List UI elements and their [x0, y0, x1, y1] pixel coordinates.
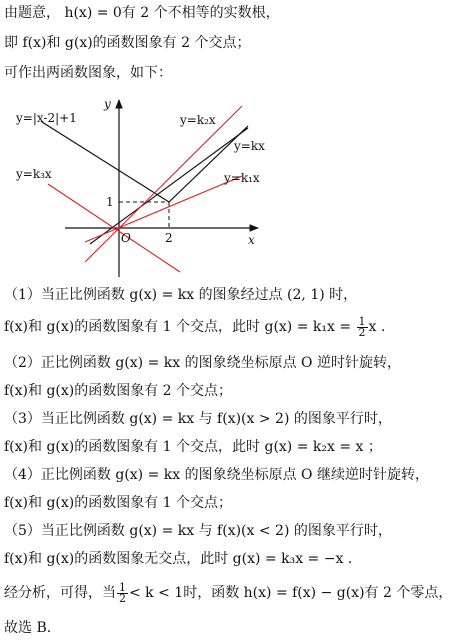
- line-k2x: [85, 106, 242, 262]
- label-k2x: y=k₂x: [180, 113, 216, 127]
- axis-label-x: x: [248, 233, 255, 247]
- case-4-line-a: （4）正比例函数 g(x) = kx 的图象绕坐标原点 O 继续逆时针旋转，: [4, 467, 429, 483]
- tick-x-2: 2: [165, 231, 173, 245]
- conclusion-line: [4, 582, 467, 604]
- fx-graph: [42, 122, 248, 202]
- answer-line: 故选 B.: [4, 620, 52, 636]
- conclusion-post: < k < 1时，函数 h(x) = f(x) − g(x)有 2 个零点，: [129, 585, 453, 601]
- intro-line-1: 由题意， h(x) = 0有 2 个不相等的实数根，: [4, 5, 280, 21]
- label-fx: y=|x-2|+1: [16, 111, 77, 125]
- conclusion-pre: 经分析，可得，当: [4, 585, 116, 601]
- function-graph-figure: [10, 92, 290, 282]
- case-2-line-b: f(x)和 g(x)的函数图象有 2 个交点；: [4, 383, 233, 399]
- intro-line-3: 可作出两函数图象，如下：: [4, 65, 172, 81]
- fraction-one-half-conclusion: [117, 580, 128, 605]
- case-4-line-b: f(x)和 g(x)的函数图象有 1 个交点；: [4, 495, 233, 511]
- case-1-line-b: [4, 316, 467, 338]
- fraction-numerator: 1: [119, 580, 126, 594]
- label-kx: y=kx: [234, 139, 265, 153]
- fraction-denominator: 2: [119, 591, 126, 605]
- fraction-denominator: 2: [358, 325, 366, 339]
- case-3-line-a: （3）当正比例函数 g(x) = kx 与 f(x)(x > 2) 的图象平行时，: [4, 411, 392, 427]
- case-1-line-a: （1）当正比例函数 g(x) = kx 的图象经过点 (2, 1) 时，: [4, 287, 358, 303]
- case-1-text: f(x)和 g(x)的函数图象有 1 个交点，此时 g(x) = k₁x =: [4, 319, 356, 335]
- case-5-line-a: （5）当正比例函数 g(x) = kx 与 f(x)(x < 2) 的图象平行时，: [4, 523, 392, 539]
- label-k3x: y=k₃x: [16, 167, 52, 181]
- case-5-line-b: f(x)和 g(x)的函数图象无交点，此时 g(x) = k₃x = −x .: [4, 551, 353, 567]
- axis-label-y: y: [104, 97, 111, 111]
- tick-y-1: 1: [106, 195, 114, 209]
- case-2-line-a: （2）正比例函数 g(x) = kx 的图象绕坐标原点 O 逆时针旋转，: [4, 355, 401, 371]
- label-k1x: y=k₁x: [224, 171, 260, 185]
- case-3-line-b: f(x)和 g(x)的函数图象有 1 个交点，此时 g(x) = k₂x = x ；: [4, 439, 382, 455]
- intro-line-2: 即 f(x)和 g(x)的函数图象有 2 个交点；: [4, 35, 251, 51]
- origin-label: O: [121, 231, 131, 245]
- case-1-tail: x .: [368, 319, 386, 335]
- line-k1x: [85, 176, 242, 242]
- fraction-numerator: 1: [358, 314, 366, 328]
- fraction-one-half: [357, 314, 368, 339]
